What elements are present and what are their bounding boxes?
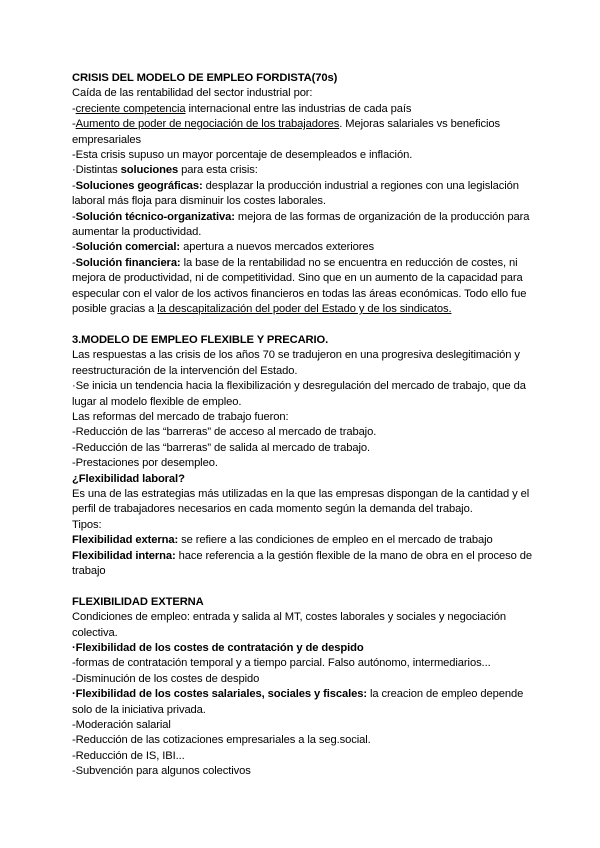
text-line: [72, 610, 540, 641]
section-crisis: [72, 71, 540, 318]
text-line: [72, 441, 540, 456]
section-flexible: [72, 333, 540, 580]
bold-text: ·Flexibilidad de los costes de contratación y de despido: [72, 642, 364, 654]
bold-text: soluciones: [120, 164, 179, 177]
text-run: ·Se inicia un tendencia hacia la flexibilización y desregulación del mercado de trabajo, que da lugar al modelo flexible de empleo.: [72, 380, 526, 408]
text-line: [72, 102, 540, 117]
text-line: [72, 256, 540, 318]
text-run: -: [72, 118, 76, 131]
text-run: apertura a nuevos mercados exteriores: [180, 241, 375, 254]
text-run: Las respuestas a las crisis de los años 70 se tradujeron en una progresiva deslegitimación y reestructuración de la intervención del Estado.: [72, 349, 520, 377]
text-line: [72, 656, 540, 671]
text-line: [72, 348, 540, 379]
text-line: [72, 487, 540, 518]
text-run: desplazar la producción industrial a regiones con una legislación laboral más floja para disminuir los costes laborales.: [72, 179, 519, 208]
text-run: la base de la rentabilidad no se encuentra en reducción de costes, ni mejora de productividad, ni de competitividad. Sino que en un aumento de la capacidad para especular con el valor de los activos financieros en todas las áreas económicas. Todo ello fue posible gracias a: [72, 256, 527, 316]
text-line: [72, 163, 540, 178]
text-run: -formas de contratación temporal y a tiempo parcial. Falso autónomo, intermediarios...: [72, 657, 491, 670]
text-run: -: [72, 241, 76, 254]
text-line: [72, 733, 540, 748]
text-run: la creacion de empleo depende solo de la iniciativa privada.: [72, 688, 524, 716]
bold-text: ·Flexibilidad de los costes salariales, sociales y fiscales:: [72, 688, 367, 701]
text-run: -Disminución de los costes de despido: [72, 672, 260, 685]
text-run: -Prestaciones por desempleo.: [72, 457, 218, 470]
text-line: [72, 641, 540, 656]
text-run: -: [72, 102, 76, 115]
text-run: -Esta crisis supuso un mayor porcentaje de desempleados e inflación.: [72, 149, 413, 162]
text-line: [72, 672, 540, 687]
bold-text: Flexibilidad interna:: [72, 549, 176, 562]
text-run: -: [72, 179, 76, 192]
section-gap: [72, 579, 540, 594]
text-line: [72, 240, 540, 255]
text-run: Condiciones de empleo: entrada y salida al MT, costes laborales y sociales y negociación colectiva.: [72, 611, 506, 639]
underlined-text: creciente competencia: [75, 102, 186, 115]
text-line: [72, 472, 540, 487]
text-run: internacional entre las industrias de cada país: [185, 102, 412, 115]
text-run: Es una de las estrategias más utilizadas en la que las empresas dispongan de la cantidad y el perfil de trabajadores necesarios en cada momento según la demanda del trabajo.: [72, 487, 530, 516]
underlined-text: Aumento de poder de negociación de los trabajadores: [75, 118, 340, 131]
text-line: [72, 117, 540, 148]
section-externa: [72, 595, 540, 780]
text-run: -: [72, 256, 76, 269]
text-run: ·Distintas: [72, 164, 121, 177]
text-run: Las reformas del mercado de trabajo fueron:: [72, 410, 289, 423]
text-line: [72, 533, 540, 548]
text-run: mejora de las formas de organización de la producción para aumentar la productividad.: [72, 210, 530, 239]
underlined-text: la descapitalización del poder del Estado y de los sindicatos.: [157, 303, 452, 316]
bold-text: Solución técnico-organizativa:: [75, 210, 235, 223]
text-run: -Reducción de IS, IBI...: [72, 749, 185, 762]
section-body: [72, 348, 540, 579]
text-run: hace referencia a la gestión flexible de la mano de obra en el proceso de trabajo: [72, 549, 533, 577]
bold-text: ¿Flexibilidad laboral?: [72, 472, 185, 485]
text-line: [72, 86, 540, 101]
text-line: [72, 148, 540, 163]
text-line: [72, 425, 540, 440]
bold-text: Soluciones geográficas:: [75, 179, 203, 192]
bold-text: Solución comercial:: [75, 241, 181, 254]
text-run: -Reducción de las cotizaciones empresariales a la seg.social.: [72, 734, 371, 747]
text-run: -Subvención para algunos colectivos: [72, 765, 251, 778]
bold-text: Flexibilidad externa:: [72, 534, 179, 547]
section-gap: [72, 318, 540, 333]
text-run: Tipos:: [72, 518, 102, 531]
section-body: [72, 610, 540, 779]
text-run: para esta crisis:: [178, 164, 258, 177]
text-line: [72, 456, 540, 471]
text-line: [72, 687, 540, 718]
section-title: FLEXIBILIDAD EXTERNA: [72, 595, 204, 608]
text-run: -Moderación salarial: [72, 719, 171, 732]
text-line: [72, 179, 540, 210]
text-line: [72, 518, 540, 533]
text-line: [72, 210, 540, 241]
text-run: Caída de las rentabilidad del sector industrial por:: [72, 87, 313, 100]
text-line: [72, 749, 540, 764]
text-line: [72, 718, 540, 733]
text-line: [72, 764, 540, 779]
text-run: . Mejoras salariales vs beneficios empresariales: [72, 118, 500, 146]
text-run: se refiere a las condiciones de empleo en el mercado de trabajo: [178, 534, 493, 547]
text-run: -: [72, 210, 76, 223]
text-line: [72, 410, 540, 425]
text-run: -Reducción de las “barreras” de acceso al mercado de trabajo.: [72, 426, 377, 439]
text-run: -Reducción de las “barreras” de salida al mercado de trabajo.: [72, 441, 370, 454]
section-title: CRISIS DEL MODELO DE EMPLEO FORDISTA(70s): [72, 72, 338, 84]
section-title: 3.MODELO DE EMPLEO FLEXIBLE Y PRECARIO.: [72, 333, 329, 346]
text-line: [72, 549, 540, 580]
section-body: [72, 86, 540, 317]
bold-text: Solución financiera:: [75, 256, 181, 269]
text-line: [72, 379, 540, 410]
